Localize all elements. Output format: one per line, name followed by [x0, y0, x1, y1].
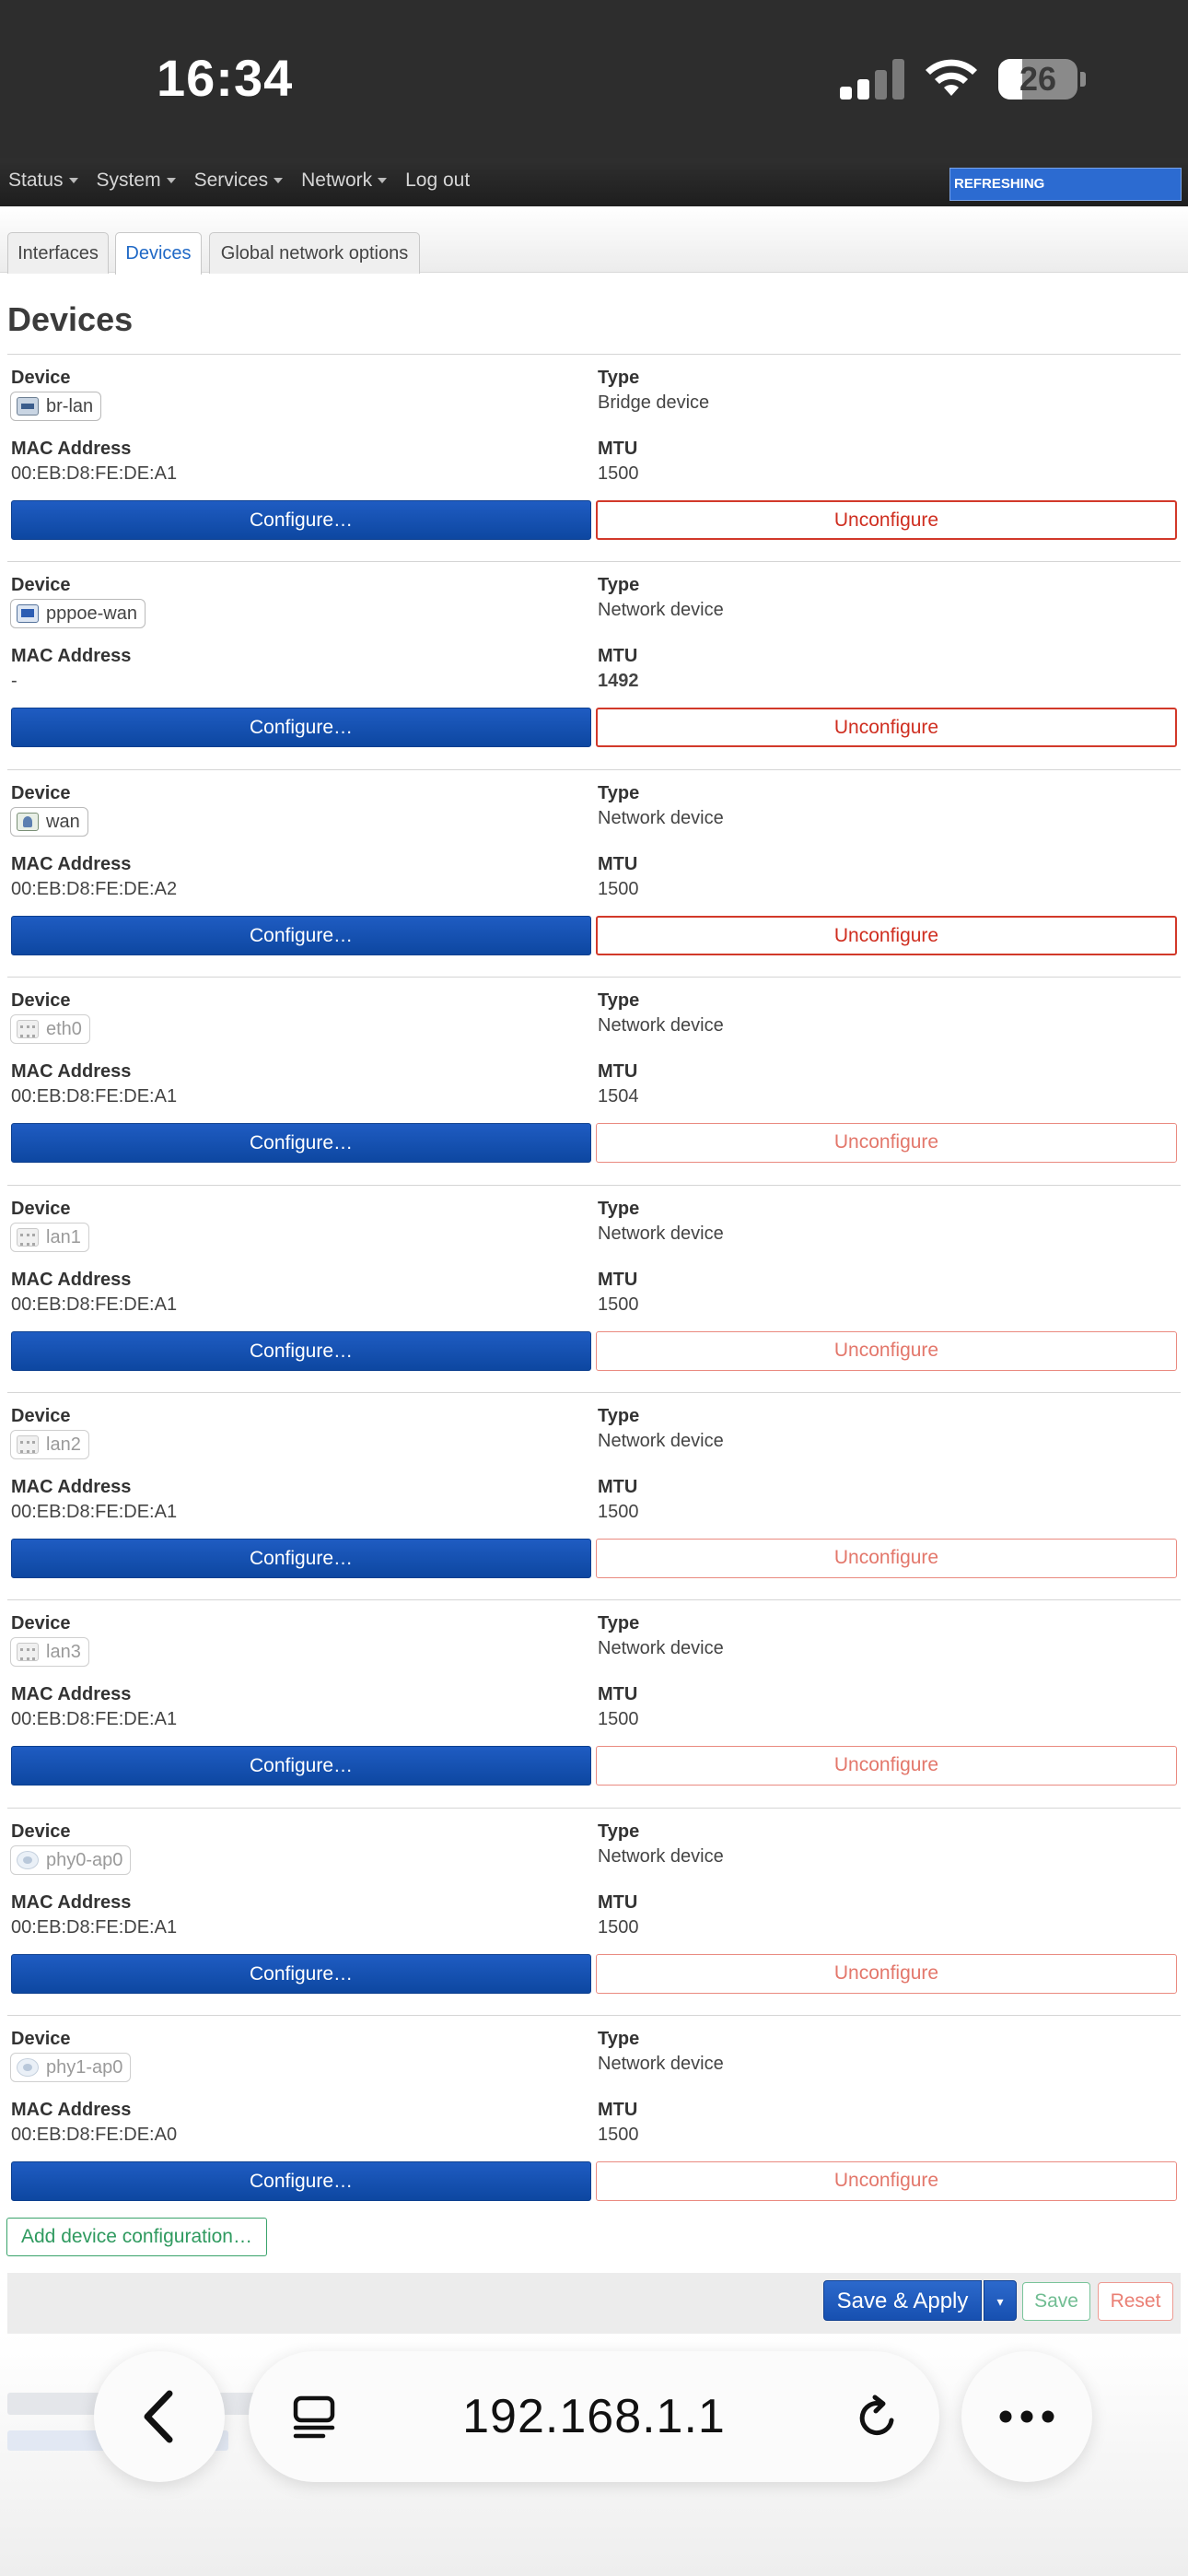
mtu-value: 1500	[598, 1502, 639, 1522]
mac-address: 00:EB:D8:FE:DE:A1	[11, 463, 178, 484]
mac-address: 00:EB:D8:FE:DE:A1	[11, 1502, 178, 1522]
mac-label: MAC Address	[11, 1684, 132, 1705]
refreshing-indicator[interactable]: REFRESHING	[949, 168, 1182, 201]
device-label: Device	[11, 2029, 71, 2050]
battery-icon	[998, 59, 1077, 100]
mtu-label: MTU	[598, 1891, 638, 1913]
more-dots-icon	[998, 2409, 1055, 2424]
caret-down-icon	[378, 178, 387, 183]
device-name: lan3	[46, 1642, 81, 1663]
ppp-icon	[17, 604, 39, 623]
address-bar[interactable]	[249, 2351, 939, 2482]
tab-global-network-options[interactable]: Global network options	[209, 232, 420, 274]
save-apply-button[interactable]: Save & Apply	[823, 2280, 982, 2321]
type-label: Type	[598, 1198, 640, 1219]
device-name: eth0	[46, 1019, 82, 1040]
menu-item-label: Status	[8, 170, 64, 191]
wan-icon	[17, 813, 39, 831]
main-menu	[8, 170, 488, 192]
caret-down-icon	[167, 178, 176, 183]
device-label: Device	[11, 575, 71, 596]
mac-address: 00:EB:D8:FE:DE:A1	[11, 1709, 178, 1730]
device-type: Network device	[598, 1431, 724, 1451]
device-name: wan	[46, 811, 80, 832]
battery-level: 26	[1019, 60, 1057, 98]
configure-button[interactable]: Configure…	[11, 1954, 591, 1994]
mtu-label: MTU	[598, 1269, 638, 1290]
device-row-wan	[7, 769, 1181, 977]
configure-button[interactable]: Configure…	[11, 1539, 591, 1578]
back-button[interactable]	[94, 2351, 225, 2482]
mac-address: 00:EB:D8:FE:DE:A0	[11, 2125, 178, 2146]
ethernet-icon	[17, 1643, 39, 1661]
configure-button[interactable]: Configure…	[11, 500, 591, 540]
menu-item-system[interactable]	[97, 170, 176, 192]
device-name: lan2	[46, 1434, 81, 1455]
mtu-label: MTU	[598, 1684, 638, 1705]
unconfigure-button[interactable]: Unconfigure	[596, 708, 1177, 747]
save-button[interactable]: Save	[1022, 2282, 1090, 2321]
device-name: phy1-ap0	[46, 2057, 123, 2078]
ethernet-icon	[17, 1228, 39, 1247]
main-menu-bar	[0, 158, 1188, 206]
device-label: Device	[11, 1613, 71, 1634]
battery-tip	[1080, 72, 1086, 87]
more-button[interactable]	[961, 2351, 1092, 2482]
mac-label: MAC Address	[11, 1061, 132, 1083]
mtu-label: MTU	[598, 1477, 638, 1497]
device-badge[interactable]	[10, 1014, 90, 1044]
device-badge[interactable]	[10, 599, 146, 628]
device-row-phy0-ap0	[7, 1808, 1181, 2015]
wireless-icon	[17, 2058, 39, 2077]
unconfigure-button[interactable]: Unconfigure	[596, 916, 1177, 955]
bridge-icon	[17, 397, 39, 416]
mtu-value: 1500	[598, 463, 639, 484]
device-label: Device	[11, 1198, 71, 1219]
mtu-value: 1504	[598, 1086, 639, 1107]
menu-item-status[interactable]	[8, 170, 78, 192]
mtu-value: 1500	[598, 878, 639, 899]
device-label: Device	[11, 368, 71, 388]
caret-down-icon	[69, 178, 78, 183]
caret-down-icon	[274, 178, 283, 183]
cellular-signal-icon	[840, 59, 904, 100]
mac-address: 00:EB:D8:FE:DE:A1	[11, 1916, 178, 1938]
mtu-value: 1500	[598, 2125, 639, 2146]
mtu-value: 1492	[598, 671, 639, 692]
wifi-icon	[923, 55, 980, 98]
type-label: Type	[598, 1406, 640, 1426]
url-text[interactable]: 192.168.1.1	[462, 2390, 726, 2443]
mac-label: MAC Address	[11, 1269, 132, 1290]
configure-button[interactable]: Configure…	[11, 916, 591, 955]
device-badge[interactable]	[10, 1845, 131, 1875]
menu-item-label: Log out	[405, 170, 471, 191]
type-label: Type	[598, 990, 640, 1012]
reset-button[interactable]: Reset	[1098, 2282, 1173, 2321]
reload-icon[interactable]	[855, 2395, 901, 2441]
tab-devices[interactable]: Devices	[115, 232, 202, 275]
device-name: br-lan	[46, 396, 94, 416]
device-row-lan2	[7, 1392, 1181, 1599]
unconfigure-button[interactable]: Unconfigure	[596, 2161, 1177, 2201]
device-name: phy0-ap0	[46, 1849, 123, 1870]
ios-status-bar	[0, 0, 1188, 158]
device-type: Network device	[598, 1015, 724, 1036]
device-row-phy1-ap0	[7, 2015, 1181, 2222]
mac-label: MAC Address	[11, 2100, 132, 2121]
mac-label: MAC Address	[11, 646, 132, 667]
device-badge[interactable]	[10, 1223, 89, 1252]
menu-item-network[interactable]	[301, 170, 387, 192]
menu-item-label: Network	[301, 170, 373, 191]
device-row-lan1	[7, 1185, 1181, 1392]
device-badge[interactable]	[10, 392, 101, 421]
save-apply-dropdown-button[interactable]: ▾	[984, 2280, 1017, 2321]
unconfigure-button[interactable]: Unconfigure	[596, 500, 1177, 540]
menu-item-label: Services	[193, 170, 269, 191]
clock: 16:34	[157, 49, 294, 107]
menu-item-log-out[interactable]	[405, 170, 470, 192]
device-badge[interactable]	[10, 2053, 131, 2082]
unconfigure-button[interactable]: Unconfigure	[596, 1539, 1177, 1578]
device-type: Network device	[598, 600, 724, 621]
ethernet-icon	[17, 1435, 39, 1454]
tab-interfaces[interactable]: Interfaces	[7, 232, 109, 274]
mac-label: MAC Address	[11, 1891, 132, 1913]
mac-label: MAC Address	[11, 853, 132, 874]
mtu-value: 1500	[598, 1916, 639, 1938]
device-row-lan3	[7, 1599, 1181, 1807]
mac-address: -	[11, 671, 17, 692]
device-row-pppoe-wan	[7, 561, 1181, 768]
ethernet-icon	[17, 1020, 39, 1038]
type-label: Type	[598, 1613, 640, 1634]
type-label: Type	[598, 368, 640, 388]
menu-item-label: System	[96, 170, 161, 191]
device-badge[interactable]	[10, 807, 88, 837]
device-label: Device	[11, 1406, 71, 1426]
device-row-eth0	[7, 977, 1181, 1184]
wireless-icon	[17, 1851, 39, 1869]
type-label: Type	[598, 2029, 640, 2050]
mtu-label: MTU	[598, 439, 638, 459]
device-type: Bridge device	[598, 392, 710, 413]
chevron-left-icon	[136, 2388, 182, 2445]
mtu-label: MTU	[598, 2100, 638, 2121]
device-type: Network device	[598, 1845, 724, 1867]
type-label: Type	[598, 1821, 640, 1842]
configure-button[interactable]: Configure…	[11, 1746, 591, 1786]
page-title: Devices	[7, 300, 134, 338]
mac-address: 00:EB:D8:FE:DE:A1	[11, 1294, 178, 1315]
device-type: Network device	[598, 1638, 724, 1659]
configure-button[interactable]: Configure…	[11, 1123, 591, 1163]
menu-item-services[interactable]	[194, 170, 284, 192]
unconfigure-button[interactable]: Unconfigure	[596, 1123, 1177, 1163]
device-type: Network device	[598, 2054, 724, 2075]
mtu-label: MTU	[598, 853, 638, 874]
unconfigure-button[interactable]: Unconfigure	[596, 1954, 1177, 1994]
device-label: Device	[11, 782, 71, 803]
page-actions	[7, 2273, 1181, 2334]
device-type: Network device	[598, 807, 724, 828]
device-label: Device	[11, 1821, 71, 1842]
tab-bar	[0, 206, 1188, 273]
mac-label: MAC Address	[11, 439, 132, 459]
mac-label: MAC Address	[11, 1477, 132, 1497]
configure-button[interactable]: Configure…	[11, 2161, 591, 2201]
device-name: lan1	[46, 1226, 81, 1247]
unconfigure-button[interactable]: Unconfigure	[596, 1331, 1177, 1371]
mtu-value: 1500	[598, 1709, 639, 1730]
unconfigure-button[interactable]: Unconfigure	[596, 1746, 1177, 1786]
mac-address: 00:EB:D8:FE:DE:A1	[11, 1086, 178, 1107]
device-type: Network device	[598, 1223, 724, 1244]
type-label: Type	[598, 575, 640, 596]
device-name: pppoe-wan	[46, 603, 137, 625]
configure-button[interactable]: Configure…	[11, 708, 591, 747]
mtu-label: MTU	[598, 646, 638, 667]
device-label: Device	[11, 990, 71, 1012]
device-row-br-lan	[7, 354, 1181, 561]
add-device-configuration-button[interactable]: Add device configuration…	[6, 2218, 267, 2256]
type-label: Type	[598, 782, 640, 803]
mac-address: 00:EB:D8:FE:DE:A2	[11, 878, 178, 899]
mtu-label: MTU	[598, 1061, 638, 1083]
mtu-value: 1500	[598, 1294, 639, 1315]
configure-button[interactable]: Configure…	[11, 1331, 591, 1371]
device-badge[interactable]	[10, 1430, 89, 1459]
device-badge[interactable]	[10, 1637, 89, 1667]
